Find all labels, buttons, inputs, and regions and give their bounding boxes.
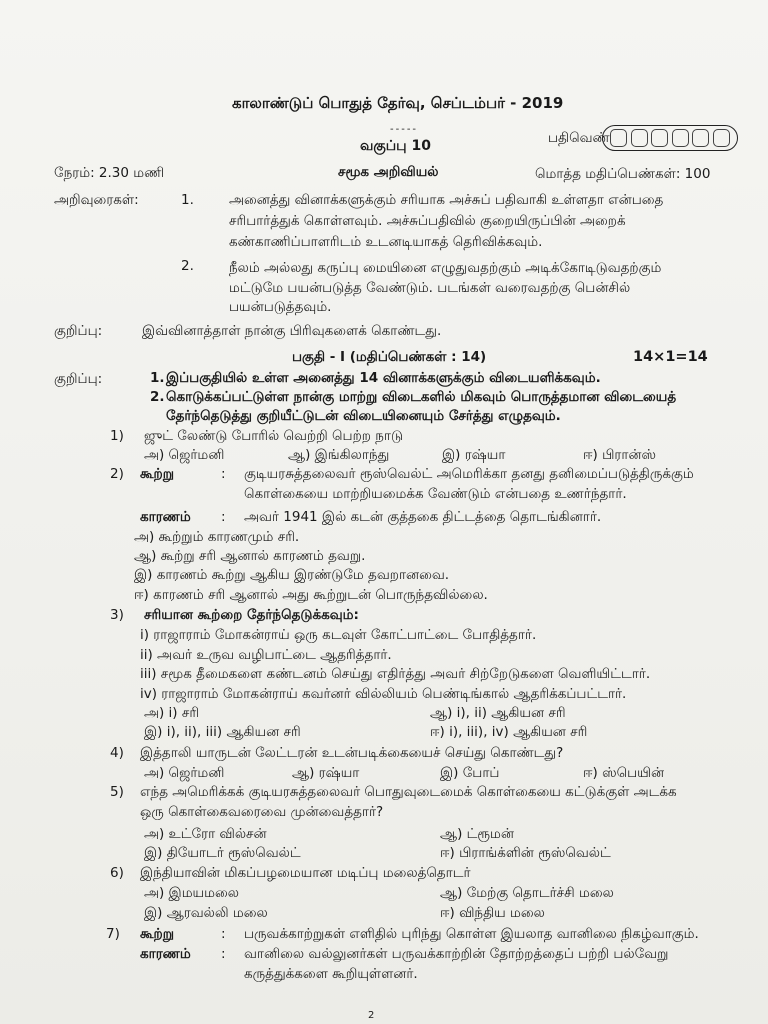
- subject-title: சமூக அறிவியல்: [338, 164, 439, 180]
- answer-option: ஈ) பிரான்ஸ்: [583, 447, 657, 463]
- assertion-label: கூற்று: [140, 926, 175, 942]
- register-digit-box[interactable]: [672, 129, 689, 147]
- total-marks: மொத்த மதிப்பெண்கள்: 100: [535, 166, 711, 182]
- question-number: 1): [110, 428, 124, 444]
- answer-option: அ) i) சரி: [144, 705, 200, 721]
- answer-option: இ) தியோடர் ரூஸ்வெல்ட்: [144, 845, 301, 861]
- answer-option: இ) ஆரவல்லி மலை: [144, 905, 268, 921]
- instruction-number: 1.: [181, 192, 194, 208]
- answer-option: ஆ) ட்ரூமன்: [440, 826, 514, 842]
- question-text: சரியான கூற்றை தேர்ந்தெடுக்கவும்:: [144, 607, 359, 623]
- section-note-number: 2.: [150, 389, 165, 405]
- question-number: 6): [110, 865, 124, 881]
- register-digit-box[interactable]: [631, 129, 648, 147]
- statement: ii) அவர் உருவ வழிபாட்டை ஆதரித்தார்.: [140, 647, 392, 663]
- register-digit-box[interactable]: [692, 129, 709, 147]
- statement: iii) சமூக தீமைகளை கண்டனம் செய்து எதிர்த்து அவர் சிற்றேடுகளை வெளியிட்டார்.: [140, 666, 651, 682]
- question-text: எந்த அமெரிக்கக் குடியரசுத்தலைவர் பொதுவுடைமைக் கொள்கையை கட்டுக்குள் அடக்க: [140, 784, 677, 800]
- assertion-text: பருவக்காற்றுகள் எளிதில் புரிந்து கொள்ள இயலாத வானிலை நிகழ்வாகும்.: [244, 926, 699, 942]
- assertion-text: குடியரசுத்தலைவர் ரூஸ்வெல்ட் அமெரிக்கா தனது தனிமைப்படுத்திருக்கும்: [244, 466, 694, 482]
- question-number: 7): [106, 926, 120, 942]
- reason-label: காரணம்: [140, 509, 191, 525]
- grade-label: வகுப்பு 10: [360, 138, 431, 154]
- question-number: 2): [110, 466, 124, 482]
- colon: :: [221, 509, 226, 525]
- answer-option: ஈ) i), iii), iv) ஆகியன சரி: [430, 724, 588, 740]
- section-note-line: தேர்ந்தெடுத்து குறியீட்டுடன் விடையினையும் சேர்த்து எழுதவும்.: [166, 408, 561, 424]
- section-note-number: 1.: [150, 370, 165, 386]
- answer-option: இ) i), ii), iii) ஆகியன சரி: [144, 724, 301, 740]
- instruction-line: சரிபார்த்துக் கொள்ளவும். அச்சுப்பதிவில் குறையிருப்பின் அறைக்: [229, 213, 626, 229]
- answer-option: ஈ) காரணம் சரி ஆனால் அது கூற்றுடன் பொருந்தவில்லை.: [134, 587, 488, 603]
- section-title: பகுதி - I (மதிப்பெண்கள் : 14): [292, 349, 487, 365]
- question-text: இத்தாலி யாருடன் லேட்டரன் உடன்படிக்கையைச் செய்து கொண்டது?: [140, 745, 564, 761]
- question-text: ஒரு கொள்கைவரைவை முன்வைத்தார்?: [140, 804, 384, 820]
- assertion-text: கொள்கையை மாற்றியமைக்க வேண்டும் என்பதை உணர்ந்தார்.: [244, 486, 627, 502]
- page-number: 2: [368, 1010, 375, 1021]
- answer-option: இ) ரஷ்யா: [442, 447, 506, 463]
- answer-option: அ) ஜெர்மனி: [144, 447, 225, 463]
- section-note-line: இப்பகுதியில் உள்ள அனைத்து 14 வினாக்களுக்கும் விடையளிக்கவும்.: [166, 370, 601, 386]
- title-separator: -----: [390, 124, 419, 135]
- answer-option: இ) போப்: [440, 765, 500, 781]
- section-note-label: குறிப்பு:: [54, 371, 103, 387]
- question-number: 4): [110, 745, 124, 761]
- answer-option: ஆ) மேற்கு தொடர்ச்சி மலை: [440, 885, 614, 901]
- instruction-line: பயன்படுத்தவும்.: [229, 299, 332, 315]
- answer-option: அ) இமயமலை: [144, 885, 239, 901]
- register-number-boxes[interactable]: [602, 125, 738, 151]
- question-number: 5): [110, 784, 124, 800]
- answer-option: ஆ) i), ii) ஆகியன சரி: [430, 705, 566, 721]
- note-text: இவ்வினாத்தாள் நான்கு பிரிவுகளைக் கொண்டது.: [142, 323, 442, 339]
- reason-text: வானிலை வல்லுனர்கள் பருவக்காற்றின் தோற்றத்தைப் பற்றி பல்வேறு: [244, 946, 669, 962]
- reason-text: கருத்துக்களை கூறியுள்ளனர்.: [244, 966, 418, 982]
- question-number: 3): [110, 607, 124, 623]
- section-marks: 14×1=14: [633, 349, 708, 365]
- answer-option: ஆ) ரஷ்யா: [292, 765, 360, 781]
- section-note-line: கொடுக்கப்பட்டுள்ள நான்கு மாற்று விடைகளில் மிகவும் பொருத்தமான விடையைத்: [166, 389, 677, 405]
- instruction-line: மட்டுமே பயன்படுத்த வேண்டும். படங்கள் வரைவதற்கு பென்சில்: [229, 280, 631, 296]
- register-digit-box[interactable]: [713, 129, 730, 147]
- instruction-line: கண்காணிப்பாளரிடம் உடனடியாகத் தெரிவிக்கவும்.: [229, 234, 543, 250]
- colon: :: [221, 466, 226, 482]
- instruction-line: நீலம் அல்லது கருப்பு மையினை எழுதுவதற்கும் அடிக்கோடிடுவதற்கும்: [229, 260, 662, 276]
- answer-option: இ) காரணம் கூற்று ஆகிய இரண்டுமே தவறானவை.: [134, 567, 450, 583]
- exam-title: காலாண்டுப் பொதுத் தேர்வு, செப்டம்பர் - 2019: [232, 94, 564, 112]
- reason-text: அவர் 1941 இல் கடன் குத்தகை திட்டத்தை தொடங்கினார்.: [244, 509, 602, 525]
- register-number-label: பதிவெண்: [548, 130, 610, 146]
- answer-option: அ) ஜெர்மனி: [144, 765, 225, 781]
- register-digit-box[interactable]: [610, 129, 627, 147]
- instruction-line: அனைத்து வினாக்களுக்கும் சரியாக அச்சுப் பதிவாகி உள்ளதா என்பதை: [229, 192, 664, 208]
- register-digit-box[interactable]: [651, 129, 668, 147]
- note-label: குறிப்பு:: [54, 323, 103, 339]
- colon: :: [221, 946, 226, 962]
- assertion-label: கூற்று: [140, 466, 175, 482]
- answer-option: அ) உட்ரோ வில்சன்: [144, 826, 267, 842]
- instructions-label: அறிவுரைகள்:: [54, 192, 139, 208]
- answer-option: ஈ) விந்திய மலை: [440, 905, 545, 921]
- answer-option: ஆ) இங்கிலாந்து: [288, 447, 390, 463]
- answer-option: ஈ) ஸ்பெயின்: [583, 765, 665, 781]
- answer-option: ஈ) பிராங்க்ளின் ரூஸ்வெல்ட்: [440, 845, 611, 861]
- colon: :: [221, 926, 226, 942]
- answer-option: ஆ) கூற்று சரி ஆனால் காரணம் தவறு.: [134, 548, 366, 564]
- exam-time: நேரம்: 2.30 மணி: [54, 165, 165, 181]
- reason-label: காரணம்: [140, 946, 191, 962]
- instruction-number: 2.: [181, 258, 194, 274]
- answer-option: அ) கூற்றும் காரணமும் சரி.: [134, 529, 300, 545]
- question-text: இந்தியாவின் மிகப்பழமையான மடிப்பு மலைத்தொடர்: [140, 865, 471, 881]
- question-text: ஜுட் லேண்டு போரில் வெற்றி பெற்ற நாடு: [144, 428, 404, 444]
- statement: i) ராஜாராம் மோகன்ராய் ஒரு கடவுள் கோட்பாட்டை போதித்தார்.: [140, 627, 537, 643]
- statement: iv) ராஜாராம் மோகன்ராய் கவர்னர் வில்லியம் பெண்டிங்கால் ஆதரிக்கப்பட்டார்.: [140, 686, 627, 702]
